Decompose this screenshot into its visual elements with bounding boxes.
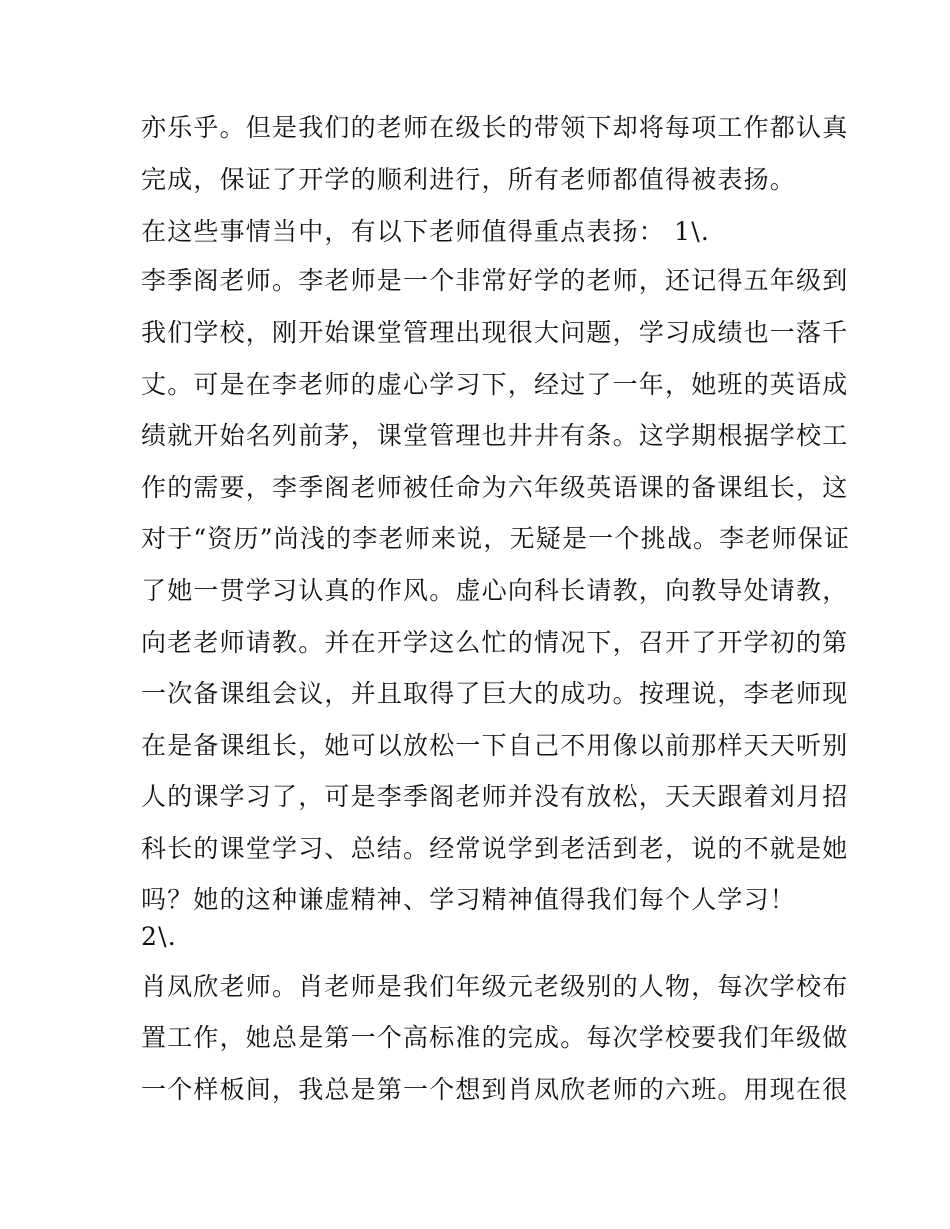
text-line: 李季阁老师。李老师是一个非常好学的老师，还记得五年级到 (141, 266, 849, 295)
text-line: 我们学校，刚开始课堂管理出现很大问题，学习成绩也一落千 (141, 318, 849, 347)
text-line: 亦乐乎。但是我们的老师在级长的带领下却将每项工作都认真 (141, 113, 849, 142)
text-line: 人的课学习了，可是李季阁老师并没有放松，天天跟着刘月招 (141, 782, 849, 811)
text-line: 了她一贯学习认真的作风。虚心向科长请教，向教导处请教， (141, 576, 849, 605)
text-line: 肖凤欣老师。肖老师是我们年级元老级别的人物，每次学校布 (141, 972, 849, 1001)
text-line: 一个样板间，我总是第一个想到肖凤欣老师的六班。用现在很 (141, 1075, 849, 1104)
text-line: 完成，保证了开学的顺利进行，所有老师都值得被表扬。 (141, 165, 797, 194)
text-line: 一次备课组会议，并且取得了巨大的成功。按理说，李老师现 (141, 679, 849, 708)
text-line: 丈。可是在李老师的虚心学习下，经过了一年，她班的英语成 (141, 370, 849, 399)
text-line: 在这些事情当中，有以下老师值得重点表扬： 1\. (141, 217, 711, 246)
text-line: 对于“资历”尚浅的李老师来说，无疑是一个挑战。李老师保证 (141, 524, 851, 553)
text-line: 吗？她的这种谦虚精神、学习精神值得我们每个人学习！ (141, 885, 797, 914)
text-line: 科长的课堂学习、总结。经常说学到老活到老，说的不就是她 (141, 834, 849, 863)
text-line: 2\. (141, 922, 177, 951)
text-line: 向老老师请教。并在开学这么忙的情况下，召开了开学初的第 (141, 628, 849, 657)
text-line: 在是备课组长，她可以放松一下自己不用像以前那样天天听别 (141, 731, 849, 760)
text-line: 置工作，她总是第一个高标准的完成。每次学校要我们年级做 (141, 1023, 849, 1052)
text-line: 绩就开始名列前茅，课堂管理也井井有条。这学期根据学校工 (141, 421, 849, 450)
text-line: 作的需要，李季阁老师被任命为六年级英语课的备课组长，这 (141, 473, 849, 502)
